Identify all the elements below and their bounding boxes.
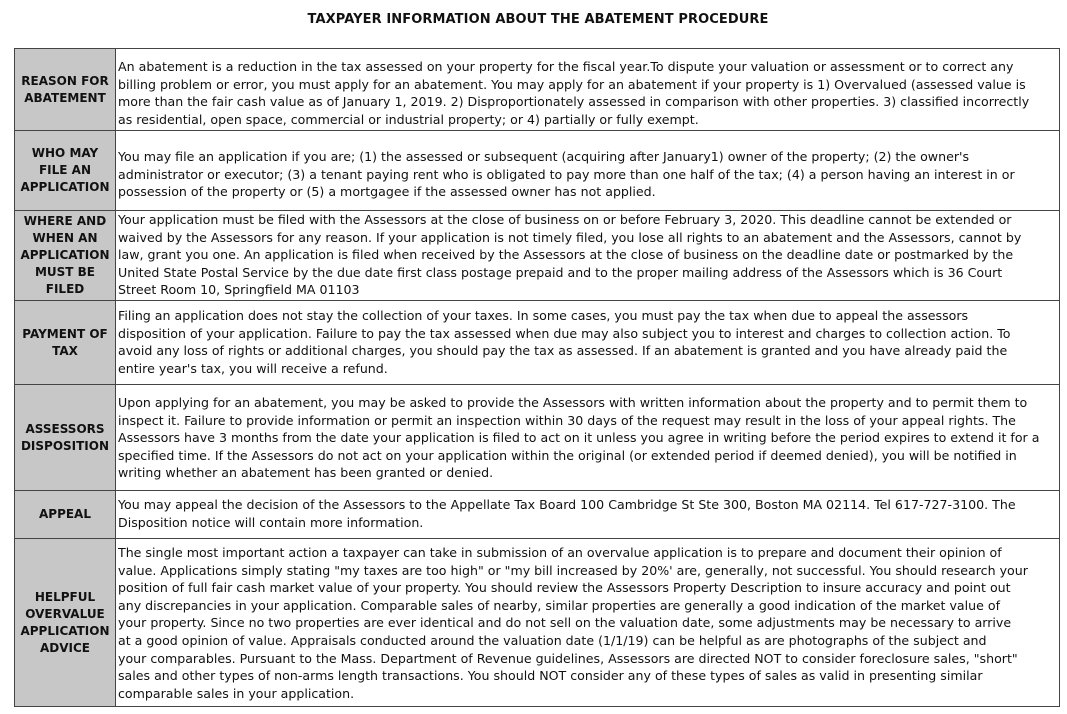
text-line: more than the fair cash value as of January 1, 2019. 2) Disproportionately assessed in comparison with other properties. 3) classified incorrectly <box>118 94 1030 110</box>
label-line: ABATEMENT <box>24 90 106 105</box>
label-line: ADVICE <box>39 640 90 655</box>
text-line: law, grant you one. An application is filed when received by the Assessors at the close of business on the deadline date or postmarked by the <box>118 247 1014 263</box>
text-assessors-disposition <box>116 385 1060 491</box>
label-where-and-when <box>15 211 116 301</box>
text-line: your property. Since no two properties are ever identical and do not sell on the valuation date, some adjustments may be necessary to arrive <box>118 615 1012 631</box>
text-line: position of full fair cash market value of your property. You should review the Assessors Property Description to insure accuracy and point out <box>118 580 1011 596</box>
text-line: United State Postal Service by the due date first class postage prepaid and to the proper mailing address of the Assessors which is 36 Court <box>118 264 1003 280</box>
label-line: DISPOSITION <box>20 438 110 453</box>
text-line: waived by the Assessors for any reason. If your application is not timely filed, you lose all rights to an abatement and the Assessors, cannot by <box>118 229 1022 245</box>
label-line: OVERVALUE <box>25 606 105 621</box>
label-line: MUST BE FILED <box>34 265 96 296</box>
label-line: TAX <box>52 343 78 358</box>
text-line: billing problem or error, you must apply for an abatement. You may apply for an abatement if your property is 1) Overvalued (assessed value is <box>118 76 1026 92</box>
text-line: value. Applications simply stating "my taxes are too high" or "my bill increased by 20%' are, generally, not successful. You should research your <box>118 562 1028 578</box>
text-line: Upon applying for an abatement, you may be asked to provide the Assessors with written information about the property and to permit them to <box>118 395 1028 410</box>
text-appeal <box>116 491 1060 539</box>
label-line: HELPFUL <box>34 589 96 604</box>
text-line: You may file an application if you are; (1) the assessed or subsequent (acquiring after January1) owner of the property; (2) the owner's <box>118 149 970 164</box>
label-payment-of-tax <box>15 301 116 385</box>
row-reason-for-abatement <box>15 49 1060 131</box>
label-who-may-file <box>15 131 116 211</box>
text-line: any discrepancies in your application. Comparable sales of nearby, similar properties are generally a good indication of the market value of <box>118 597 1001 613</box>
label-reason-for-abatement <box>15 49 116 131</box>
row-where-and-when <box>15 211 1060 301</box>
label-line: WHO MAY <box>31 146 99 160</box>
label-appeal <box>15 491 116 539</box>
label-line: APPEAL <box>38 507 91 521</box>
text-helpful-overvalue-advice <box>116 539 1060 707</box>
label-line: WHERE AND <box>23 214 107 228</box>
label-helpful-overvalue-advice <box>15 539 116 707</box>
text-payment-of-tax <box>116 301 1060 385</box>
document-title: TAXPAYER INFORMATION ABOUT THE ABATEMENT PROCEDURE <box>307 12 769 27</box>
text-line: Filing an application does not stay the collection of your taxes. In some cases, you must pay the tax when due to appeal the assessors <box>118 308 969 323</box>
label-line: REASON FOR <box>21 73 109 88</box>
row-payment-of-tax <box>15 301 1060 385</box>
text-line: possession of the property or (5) a mortgagee if the assessed owner has not applied. <box>118 184 656 200</box>
text-line: specified time. If the Assessors do not act on your application within the original (or extended period if deemed denied), you will be notified in <box>118 447 1017 463</box>
text-reason-for-abatement <box>116 49 1060 131</box>
row-assessors-disposition <box>15 385 1060 491</box>
label-line: APPLICATION <box>20 623 110 638</box>
label-line: WHEN AN <box>32 231 98 245</box>
text-who-may-file <box>116 131 1060 211</box>
text-line: administrator or executor; (3) a tenant paying rent who is obligated to pay more than one half of the tax; (4) a person having an interest in or <box>118 166 1015 182</box>
text-line: The single most important action a taxpayer can take in submission of an overvalue application is to prepare and document their opinion of <box>118 545 1002 560</box>
row-who-may-file <box>15 131 1060 211</box>
text-line: at a good opinion of value. Appraisals conducted around the valuation date (1/1/19) can be helpful as are photographs of the subject and <box>118 632 987 648</box>
label-line: FILE AN <box>38 163 91 177</box>
text-line: disposition of your application. Failure to pay the tax assessed when due may also subject you to interest and charges to collection action. To <box>118 325 1011 341</box>
text-line: entire year's tax, you will receive a refund. <box>118 360 388 376</box>
text-line: comparable sales in your application. <box>118 685 355 701</box>
text-line: An abatement is a reduction in the tax assessed on your property for the fiscal year.To dispute your valuation or assessment or to correct any <box>118 59 1014 74</box>
label-line: ASSESSORS <box>25 421 105 436</box>
text-line: avoid any loss of rights or additional charges, you should pay the tax as assessed. If an abatement is granted and you have already paid the <box>118 343 1008 359</box>
label-assessors-disposition <box>15 385 116 491</box>
text-line: Disposition notice will contain more information. <box>118 514 424 530</box>
text-line: as residential, open space, commercial or industrial property; or 4) partially or fully exempt. <box>118 111 699 127</box>
label-line: PAYMENT OF <box>22 326 108 341</box>
text-line: inspect it. Failure to provide information or permit an inspection within 30 days of the request may result in the loss of your appeal rights. The <box>118 412 1016 428</box>
label-line: APPLICATION <box>20 248 110 262</box>
row-appeal <box>15 491 1060 539</box>
row-helpful-overvalue-advice <box>15 539 1060 707</box>
text-line: Assessors have 3 months from the date your application is filed to act on it unless you agree in writing before the period expires to extend it for a <box>118 430 1040 446</box>
text-line: Your application must be filed with the Assessors at the close of business on or before February 3, 2020. This deadline cannot be extended or <box>118 212 1012 227</box>
text-line: writing whether an abatement has been granted or denied. <box>118 465 494 481</box>
text-line: Street Room 10, Springfield MA 01103 <box>118 282 360 298</box>
text-line: You may appeal the decision of the Assessors to the Appellate Tax Board 100 Cambridge St Ste 300, Boston MA 02114. Tel 617-727-3100. The <box>118 497 1016 512</box>
text-line: sales and other types of non-arms length transactions. You should NOT consider any of these types of sales as valid in presenting similar <box>118 668 983 684</box>
label-line: APPLICATION <box>20 180 110 194</box>
abatement-info-table <box>14 48 1060 707</box>
text-line: your comparables. Pursuant to the Mass. Department of Revenue guidelines, Assessors are directed NOT to consider foreclosure sales, "short" <box>118 650 1018 666</box>
text-where-and-when <box>116 211 1060 301</box>
